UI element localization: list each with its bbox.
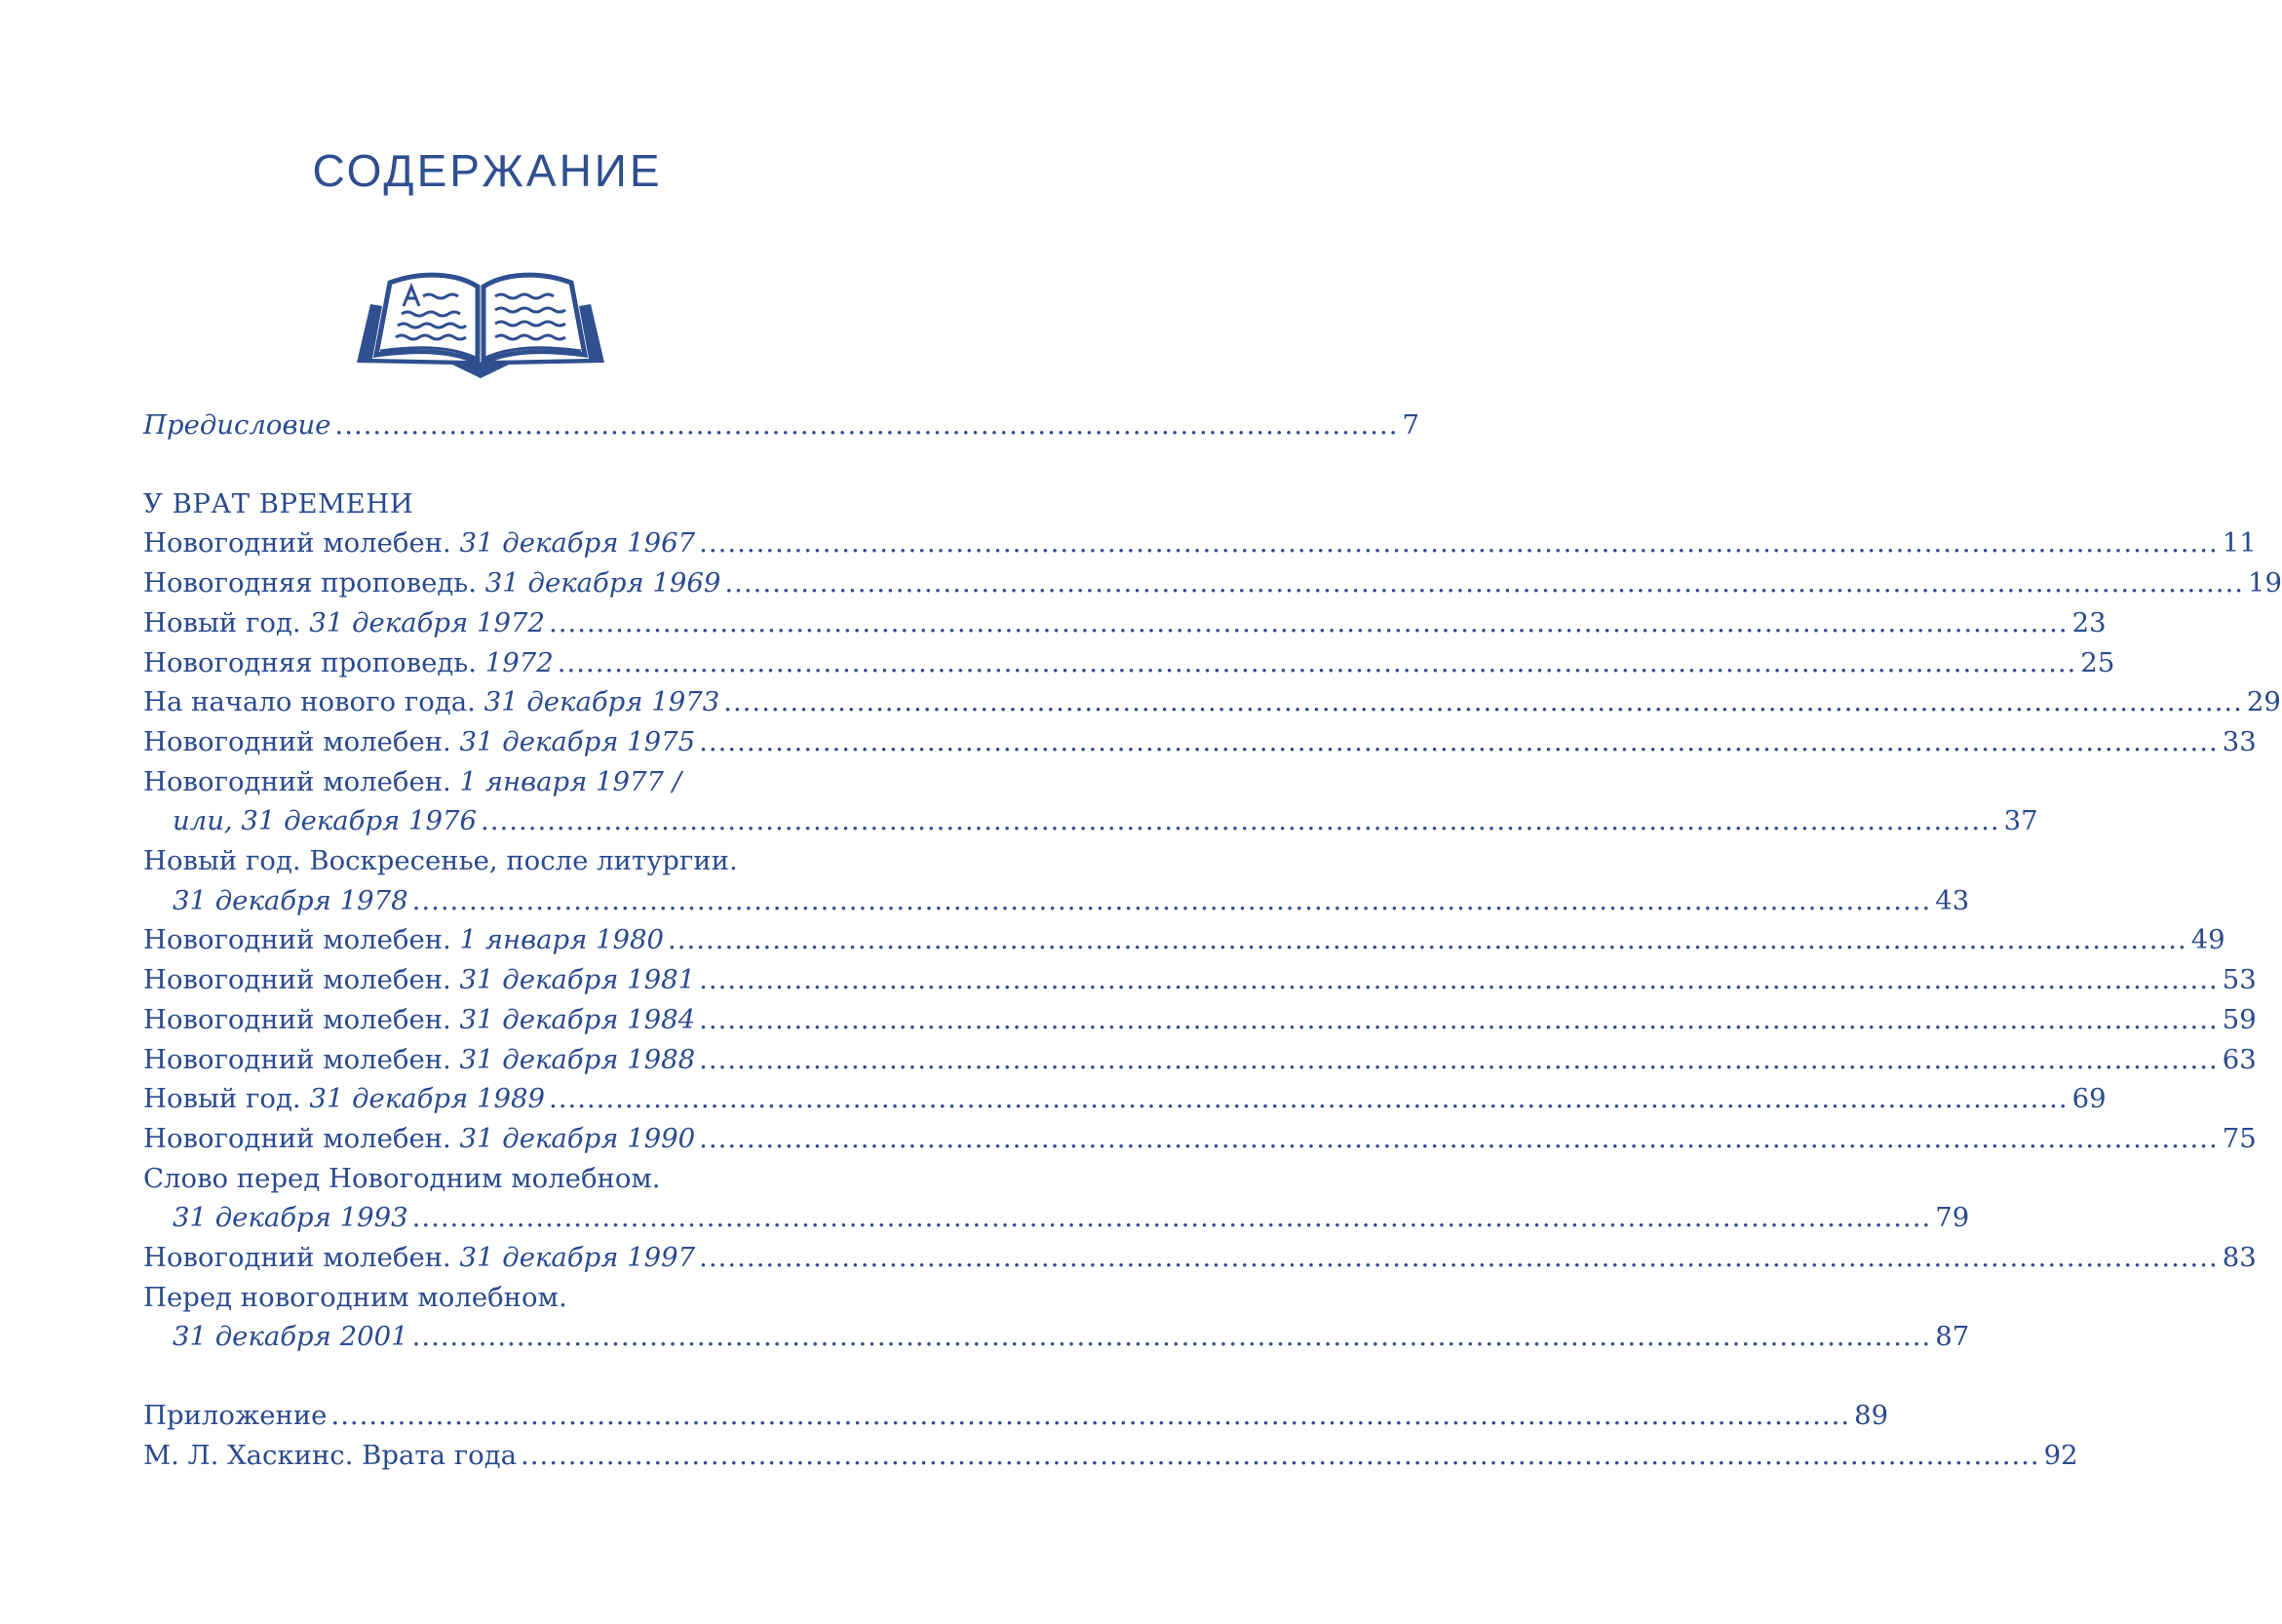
toc-entry-appendix[interactable]: [143, 1396, 1889, 1436]
entry-text: [143, 920, 664, 960]
entry-title: Новый год. Воскресенье, после литургии.: [143, 845, 738, 877]
page-number: 11: [2222, 527, 2257, 560]
page-number: 7: [1402, 409, 1420, 441]
dot-leader: ................................................................................................................................................................: [699, 964, 2219, 996]
toc-entry[interactable]: [143, 762, 2038, 841]
entry-date: 31 декабря 1969: [484, 567, 721, 599]
section-heading: У ВРАТ ВРЕМЕНИ: [143, 487, 414, 520]
entry-line: [143, 682, 2281, 722]
toc-entry[interactable]: [143, 643, 2115, 683]
entry-line: [143, 523, 2257, 563]
entry-text: [143, 960, 695, 1000]
entry-title: Новогодний молебен.: [143, 1003, 451, 1035]
page-number: 53: [2222, 964, 2257, 996]
dot-leader: ................................................................................................................................................................: [411, 1202, 1932, 1234]
toc-entry[interactable]: [143, 1238, 2257, 1278]
entry-date: 31 декабря 1997: [459, 1242, 696, 1274]
entry-date: 31 декабря 1990: [459, 1122, 696, 1154]
entry-title: Приложение: [143, 1400, 328, 1432]
dot-leader: ................................................................................................................................................................: [699, 1122, 2219, 1154]
entry-first-line: [143, 841, 826, 881]
entry-title: Новогодний молебен.: [143, 725, 451, 757]
entry-line: [143, 563, 2282, 603]
dot-leader: ................................................................................................................................................................: [411, 884, 1932, 916]
entry-date-continuation: 31 декабря 1978: [173, 884, 408, 916]
dot-leader: ................................................................................................................................................................: [723, 686, 2243, 718]
toc-entry[interactable]: [143, 523, 2257, 563]
entry-date: 31 декабря 1967: [459, 527, 696, 560]
entry-title: Новогодний молебен.: [143, 527, 451, 560]
entry-date: 1 января 1980: [459, 924, 665, 956]
entry-text: [143, 1040, 695, 1080]
entry-text: [143, 682, 719, 722]
entry-title: Новогодняя проповедь.: [143, 646, 478, 678]
page-title: СОДЕРЖАНИЕ: [312, 145, 663, 196]
entry-text: [143, 1079, 545, 1119]
dot-leader: ................................................................................................................................................................: [411, 1321, 1932, 1353]
entry-text: [143, 722, 695, 762]
page-number: 69: [2071, 1083, 2107, 1115]
entry-title: Перед новогодним молебном.: [143, 1281, 567, 1313]
entry-title: Новогодний молебен.: [143, 964, 451, 996]
toc-entry[interactable]: [143, 1040, 2257, 1080]
page-number: 43: [1935, 884, 1970, 916]
entry-second-line: [143, 801, 2038, 841]
open-book-icon: [353, 265, 608, 378]
entry-line: [143, 1238, 2257, 1278]
toc-entry[interactable]: [143, 960, 2257, 1000]
toc-entry[interactable]: [143, 920, 2225, 960]
entry-date: 31 декабря 1989: [309, 1083, 545, 1115]
toc-entry-list: [143, 523, 2282, 1357]
entry-date: 31 декабря 1981: [459, 964, 696, 996]
page-number: 59: [2222, 1003, 2257, 1035]
page-number: 75: [2222, 1122, 2257, 1154]
entry-date: 31 декабря 1973: [483, 686, 720, 718]
page-number: 63: [2222, 1043, 2257, 1075]
entry-line: [143, 960, 2257, 1000]
dot-leader: ................................................................................................................................................................: [330, 1400, 1851, 1432]
toc-entry[interactable]: [143, 841, 1970, 920]
entry-title: Слово перед Новогодним молебном.: [143, 1162, 661, 1194]
toc-entry[interactable]: [143, 1000, 2257, 1040]
entry-second-line: [143, 1317, 1970, 1357]
dot-leader: ................................................................................................................................................................: [548, 1083, 2069, 1115]
dot-leader: ................................................................................................................................................................: [699, 1242, 2219, 1274]
page-number: 23: [2071, 606, 2107, 638]
toc-entry-appendix[interactable]: [143, 1436, 2078, 1476]
entry-second-line: [143, 1198, 1970, 1238]
dot-leader: ................................................................................................................................................................: [699, 527, 2219, 560]
entry-text: [143, 603, 545, 643]
entry-line: [143, 920, 2225, 960]
appendix-list: [143, 1396, 2078, 1475]
entry-first-line: [143, 762, 826, 802]
page-number: 49: [2190, 924, 2225, 956]
entry-date: 1 января 1977 /: [459, 765, 682, 797]
page-number: 83: [2222, 1242, 2257, 1274]
entry-first-line: [143, 1278, 826, 1318]
entry-title: Новогодний молебен.: [143, 1122, 451, 1154]
entry-title: Новогодний молебен.: [143, 924, 451, 956]
toc-entry-preface[interactable]: [143, 406, 1420, 445]
entry-date: 31 декабря 1988: [459, 1043, 696, 1075]
dot-leader: ................................................................................................................................................................: [481, 805, 2000, 837]
dot-leader: ................................................................................................................: [334, 409, 1399, 441]
entry-text: [143, 523, 695, 563]
entry-line: [143, 1000, 2257, 1040]
dot-leader: ................................................................................................................................................................: [557, 646, 2077, 678]
entry-date: 31 декабря 1984: [459, 1003, 696, 1035]
entry-title: Новогодний молебен.: [143, 1242, 451, 1274]
entry-line: [143, 643, 2115, 683]
page-number: 19: [2248, 567, 2282, 599]
toc-entry[interactable]: [143, 682, 2281, 722]
entry-title: Новый год.: [143, 1083, 301, 1115]
toc-entry[interactable]: [143, 563, 2282, 603]
toc-entry[interactable]: [143, 1119, 2257, 1159]
page-number: 89: [1854, 1400, 1889, 1432]
entry-line: [143, 603, 2107, 643]
entry-text: [143, 1238, 695, 1278]
table-of-contents: [143, 406, 2282, 1476]
entry-line: [143, 1119, 2257, 1159]
page-number: 25: [2080, 646, 2115, 678]
entry-date-continuation: 31 декабря 2001: [173, 1321, 408, 1353]
entry-line: [143, 1079, 2107, 1119]
entry-text: [143, 563, 720, 603]
dot-leader: ................................................................................................................................................................: [521, 1439, 2040, 1471]
entry-second-line: [143, 881, 1970, 921]
page-number: 79: [1935, 1202, 1970, 1234]
entry-line: [143, 722, 2257, 762]
entry-title: Новогодний молебен.: [143, 1043, 451, 1075]
page-number: 29: [2246, 686, 2281, 718]
entry-first-line: [143, 1159, 826, 1199]
page-number: 92: [2043, 1439, 2078, 1471]
entry-date-continuation: или, 31 декабря 1976: [173, 805, 477, 837]
entry-text: [143, 1000, 695, 1040]
page-number: 33: [2222, 725, 2257, 757]
entry-title: На начало нового года.: [143, 686, 476, 718]
dot-leader: ................................................................................................................................................................: [548, 606, 2069, 638]
entry-title: Новогодний молебен.: [143, 765, 451, 797]
entry-line: [143, 1040, 2257, 1080]
entry-title: М. Л. Хаскинс. Врата года: [143, 1439, 518, 1471]
entry-date-continuation: 31 декабря 1993: [173, 1202, 408, 1234]
toc-entry[interactable]: [143, 1159, 1970, 1238]
entry-date: 1972: [484, 646, 554, 678]
toc-entry[interactable]: [143, 603, 2107, 643]
toc-entry[interactable]: [143, 1278, 1970, 1357]
toc-entry[interactable]: [143, 1079, 2107, 1119]
dot-leader: ................................................................................................................................................................: [668, 924, 2187, 956]
entry-date: 31 декабря 1975: [459, 725, 696, 757]
dot-leader: ................................................................................................................................................................: [699, 1003, 2219, 1035]
dot-leader: ................................................................................................................................................................: [724, 567, 2245, 599]
entry-text: [143, 1119, 695, 1159]
page-number: 37: [2003, 805, 2038, 837]
entry-title: Новый год.: [143, 606, 301, 638]
dot-leader: ................................................................................................................................................................: [699, 725, 2219, 757]
entry-date: 31 декабря 1972: [309, 606, 545, 638]
toc-entry[interactable]: [143, 722, 2257, 762]
preface-label: Предисловие: [143, 409, 331, 441]
page-number: 87: [1935, 1321, 1970, 1353]
dot-leader: ................................................................................................................................................................: [699, 1043, 2219, 1075]
entry-text: [143, 643, 554, 683]
entry-title: Новогодняя проповедь.: [143, 567, 478, 599]
